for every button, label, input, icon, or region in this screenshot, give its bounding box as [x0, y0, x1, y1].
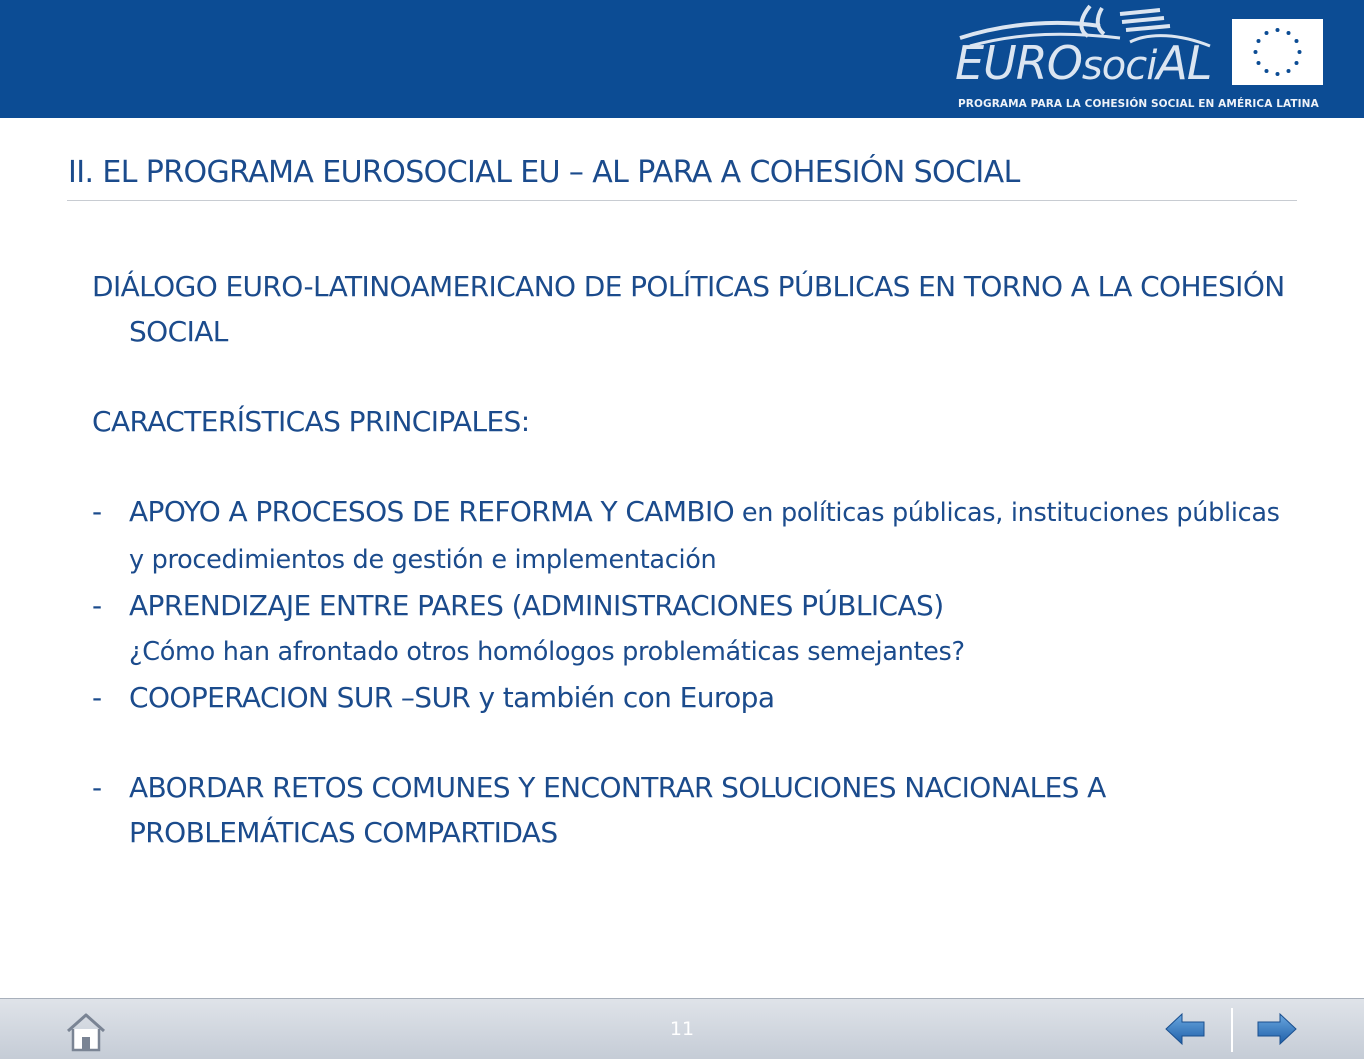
list-item: - COOPERACION SUR –SUR y también con Europa: [92, 681, 775, 714]
list-item: - APRENDIZAJE ENTRE PARES (ADMINISTRACIONES PÚBLICAS) ¿Cómo han afrontado otros homólogos problemáticas semejantes?: [92, 589, 965, 667]
arrow-right-icon[interactable]: [1256, 1012, 1298, 1046]
eu-flag-icon: [1232, 19, 1323, 85]
list-item: - ABORDAR RETOS COMUNES Y ENCONTRAR SOLUCIONES NACIONALES A PROBLEMÁTICAS COMPARTIDAS: [92, 771, 1106, 849]
slide-content: [92, 264, 1292, 855]
page-number: 11: [669, 1018, 695, 1040]
features-heading: CARACTERÍSTICAS PRINCIPALES:: [92, 405, 530, 438]
title-divider: [67, 200, 1297, 201]
slide-title: II. EL PROGRAMA EUROSOCIAL EU – AL PARA A COHESIÓN SOCIAL: [68, 155, 1020, 190]
list-item: - APOYO A PROCESOS DE REFORMA Y CAMBIO en políticas públicas, instituciones públicas y procedimientos de gestión e implementación: [92, 495, 1280, 575]
arrow-left-icon[interactable]: [1164, 1012, 1206, 1046]
logo-tagline: PROGRAMA PARA LA COHESIÓN SOCIAL EN AMÉRICA LATINA: [958, 98, 1319, 110]
intro-text: DIÁLOGO EURO-LATINOAMERICANO DE POLÍTICAS PÚBLICAS EN TORNO A LA COHESIÓN SOCIAL: [92, 270, 1285, 348]
eurosocial-logo: [945, 0, 1345, 118]
home-icon[interactable]: [64, 1011, 108, 1053]
logo-wordmark: EUROsociAL: [955, 36, 1212, 90]
nav-divider: [1231, 1008, 1233, 1052]
